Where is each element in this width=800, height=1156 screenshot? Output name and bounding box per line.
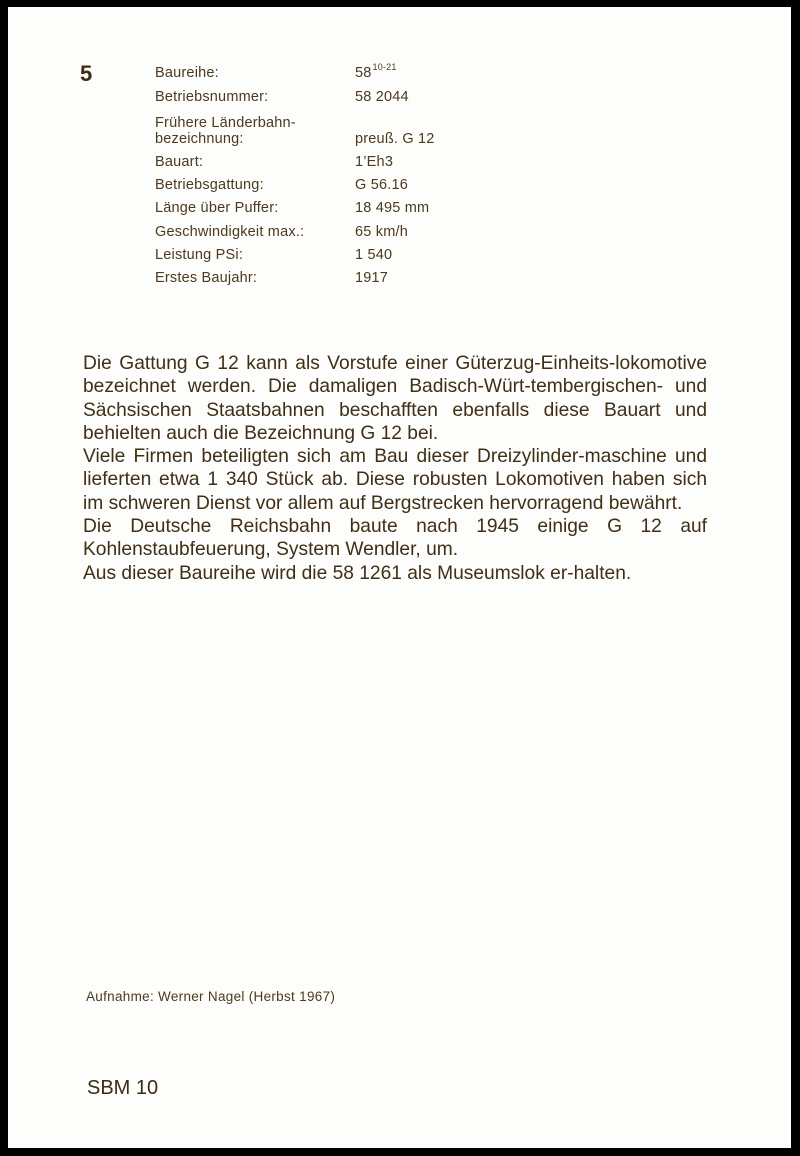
spec-label: Leistung PSi: (155, 247, 244, 264)
spec-label: Erstes Baujahr: (155, 270, 258, 287)
spec-table (155, 58, 435, 286)
photo-credit: Aufnahme: Werner Nagel (Herbst 1967) (86, 989, 336, 1004)
spec-label: Länge über Puffer: (155, 200, 279, 217)
spec-value: 58 2044 (355, 88, 409, 105)
paragraph: Viele Firmen beteiligten sich am Bau dieser Dreizylinder-maschine und lieferten etwa 1 340 Stück ab. Diese robusten Lokomotiven haben sich im schweren Dienst vor allem auf Bergstrecken hervorragend bewährt. (83, 446, 707, 514)
spec-value: preuß. G 12 (355, 130, 435, 147)
spec-row (155, 58, 435, 81)
paragraph: Aus dieser Baureihe wird die 58 1261 als Museumslok er-halten. (83, 562, 632, 584)
paragraph: Die Gattung G 12 kann als Vorstufe einer Güterzug-Einheits-lokomotive bezeichnet werden. Die damaligen Badisch-Würt-tembergischen- und Sächsischen Staatsbahnen beschafften ebenfalls diese Bauart und behielten auch die Bezeichnung G 12 bei. (83, 353, 707, 444)
spec-row (155, 216, 435, 239)
spec-row (155, 263, 435, 286)
spec-value: 1 540 (355, 247, 393, 264)
spec-value: 58$^{10-21}$ (355, 62, 397, 82)
spec-label: Bauart: (155, 153, 204, 170)
spec-label: Betriebsgattung: (155, 177, 264, 194)
paragraph: Die Deutsche Reichsbahn baute nach 1945 einige G 12 auf Kohlenstaubfeuerung, System Wendler, um. (83, 516, 707, 561)
spec-row (155, 105, 435, 147)
spec-row (155, 193, 435, 216)
spec-row (155, 170, 435, 193)
spec-value: 18 495 mm (355, 200, 430, 217)
spec-value: G 56.16 (355, 177, 408, 194)
postcard-back (8, 7, 791, 1148)
spec-label: Baureihe: (155, 65, 219, 82)
spec-label: Betriebsnummer: (155, 88, 269, 105)
spec-row (155, 240, 435, 263)
spec-row (155, 147, 435, 170)
spec-value: 65 km/h (355, 223, 408, 240)
description-text (83, 352, 707, 585)
card-number: 5 (80, 61, 93, 86)
series-code: SBM 10 (87, 1077, 159, 1099)
spec-label: Frühere Länderbahn- bezeichnung: (155, 114, 296, 147)
spec-label: Geschwindigkeit max.: (155, 223, 305, 240)
spec-superscript: 10-21 (372, 62, 397, 73)
spec-value: 1917 (355, 270, 389, 287)
spec-value: 1’Eh3 (355, 153, 394, 170)
spec-row (155, 81, 435, 104)
